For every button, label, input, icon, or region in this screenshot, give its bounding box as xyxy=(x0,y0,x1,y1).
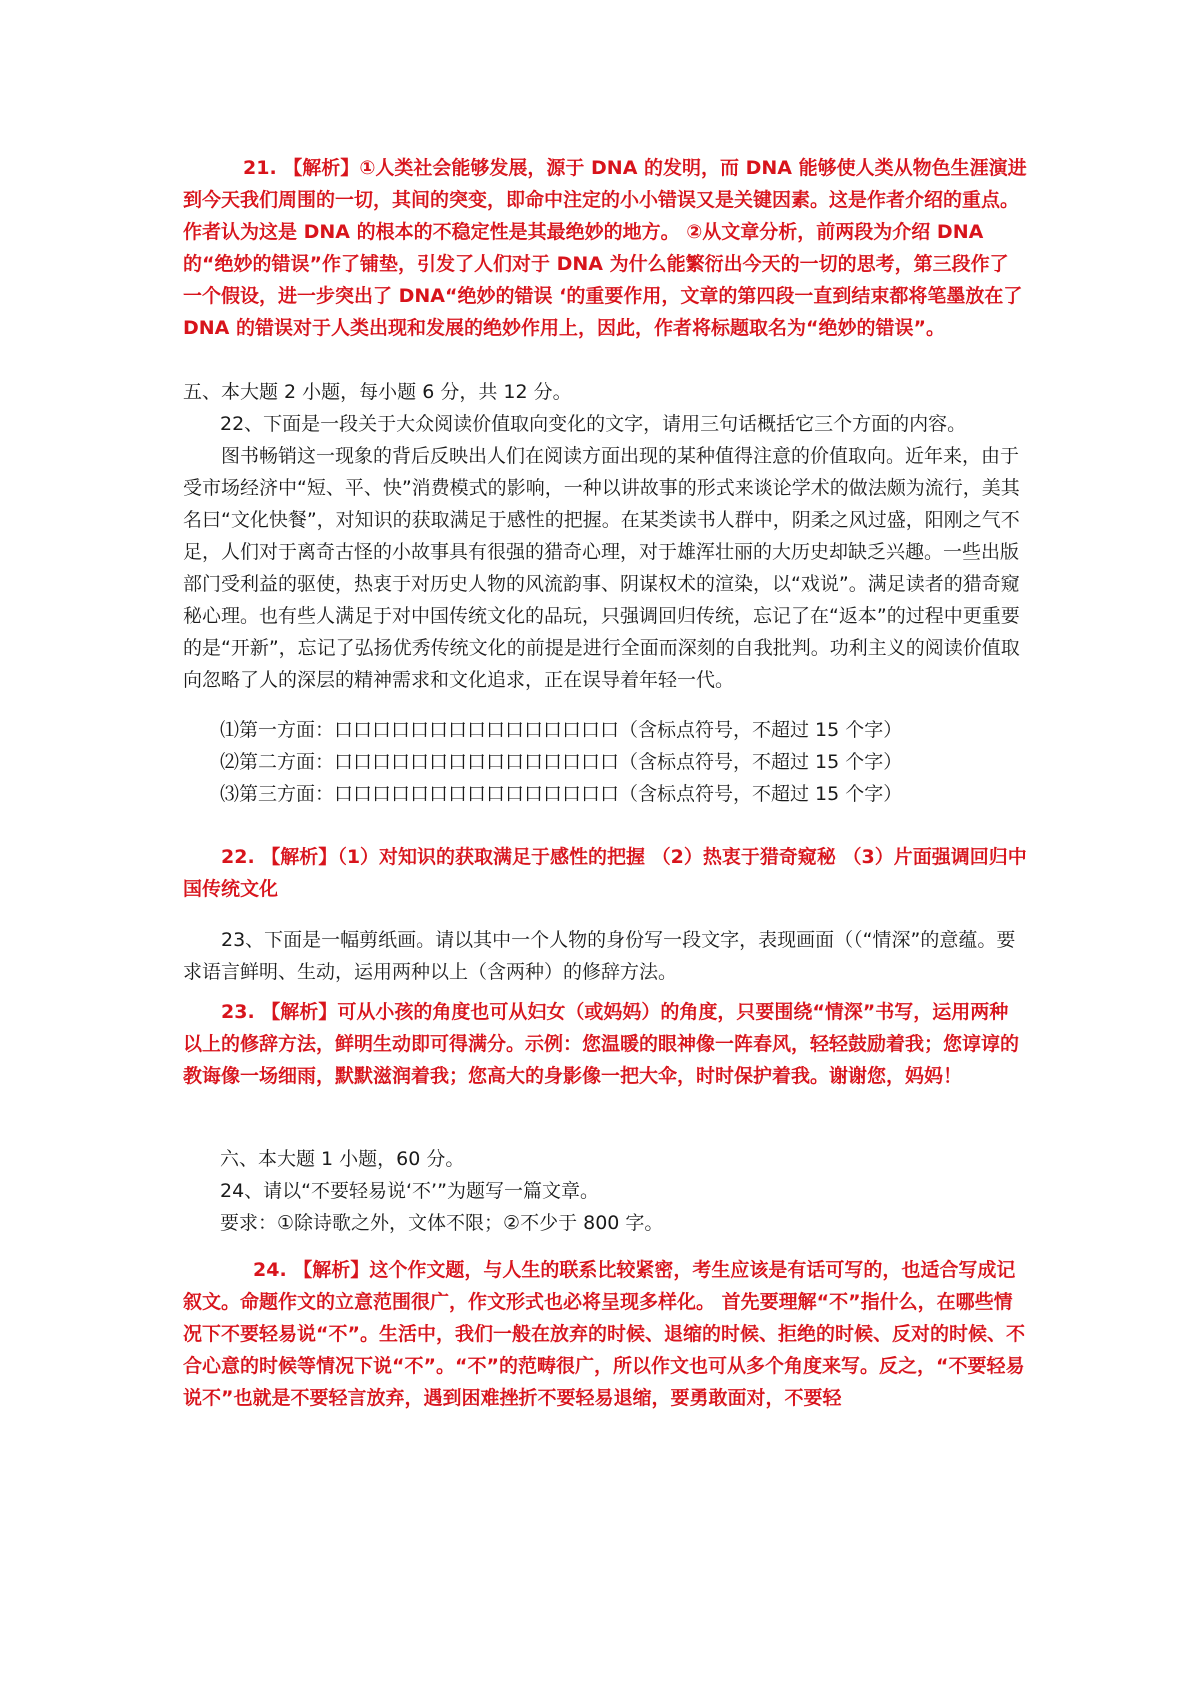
q24-prompt: 24、请以“不要轻易说‘不’”为题写一篇文章。 xyxy=(220,1180,599,1202)
q21-answer-tag: 【解析】 xyxy=(283,157,360,179)
q24-answer xyxy=(183,1254,1027,1414)
q22-item-1: ⑴第一方面：口口口口口口口口口口口口口口口（含标点符号，不超过 15 个字） xyxy=(220,719,903,741)
q24-answer-number: 24. xyxy=(253,1259,287,1281)
q21-answer xyxy=(183,152,1027,344)
q23-answer-text: 可从小孩的角度也可从妇女（或妈妈）的角度，只要围绕“情深”书写，运用两种以上的修辞方法，鲜明生动即可得满分。示例：您温暖的眼神像一阵春风，轻轻鼓励着我；您谆谆的教诲像一场细雨，默默滋润着我；您高大的身影像一把大伞，时时保护着我。谢谢您，妈妈！ xyxy=(183,1001,1020,1087)
q23-answer xyxy=(183,996,1027,1092)
q24-requirement: 要求：①除诗歌之外，文体不限；②不少于 800 字。 xyxy=(220,1212,664,1234)
q22-item-3: ⑶第三方面：口口口口口口口口口口口口口口口（含标点符号，不超过 15 个字） xyxy=(220,783,903,805)
q22-answer xyxy=(183,841,1027,905)
q24-answer-text: 这个作文题，与人生的联系比较紧密，考生应该是有话可写的，也适合写成记叙文。命题作文的立意范围很广，作文形式也必将呈现多样化。 首先要理解“不”指什么，在哪些情况下不要轻易说“不”。生活中，我们一般在放弃的时候、退缩的时候、拒绝的时候、反对的时候、不合心意的时候等情况下说“不”。“不”的范畴很广，所以作文也可从多个角度来写。反之，“不要轻易说不”也就是不要轻言放弃，遇到困难挫折不要轻易退缩，要勇敢面对，不要轻 xyxy=(183,1259,1025,1409)
q22-answer-tag: 【解析】 xyxy=(261,846,338,868)
section5-heading: 五、本大题 2 小题，每小题 6 分，共 12 分。 xyxy=(183,381,572,403)
q23-prompt: 23、下面是一幅剪纸画。请以其中一个人物的身份写一段文字，表现画面（（“情深”的意蕴。要求语言鲜明、生动，运用两种以上（含两种）的修辞方法。 xyxy=(183,929,1016,983)
q22-passage: 图书畅销这一现象的背后反映出人们在阅读方面出现的某种值得注意的价值取向。近年来，由于受市场经济中“短、平、快”消费模式的影响，一种以讲故事的形式来谈论学术的做法颇为流行，美其名曰“文化快餐”，对知识的获取满足于感性的把握。在某类读书人群中，阴柔之风过盛，阳刚之气不足，人们对于离奇古怪的小故事具有很强的猎奇心理，对于雄浑壮丽的大历史却缺乏兴趣。一些出版部门受利益的驱使，热衷于对历史人物的风流韵事、阴谋权术的渲染，以“戏说”。满足读者的猎奇窥秘心理。也有些人满足于对中国传统文化的品玩，只强调回归传统，忘记了在“返本”的过程中更重要的是“开新”，忘记了弘扬优秀传统文化的前提是进行全面而深刻的自我批判。功利主义的阅读价值取向忽略了人的深层的精神需求和文化追求，正在误导着年轻一代。 xyxy=(183,445,1020,691)
q23-answer-tag: 【解析】 xyxy=(261,1001,338,1023)
q21-answer-text: ①人类社会能够发展，源于 DNA 的发明，而 DNA 能够使人类从物色生涯演进到今天我们周围的一切，其间的突变，即命中注定的小小错误又是关键因素。这是作者介绍的重点。作者认为这是 DNA 的根本的不稳定性是其最绝妙的地方。 ②从文章分析，前两段为介绍 DNA 的“绝妙的错误”作了铺垫，引发了人们对于 DNA 为什么能繁衍出今天的一切的思考，第三段作了一个假设，进一步突出了 DNA“绝妙的错误 ‘的重要作用，文章的第四段一直到结束都将笔墨放在了 DNA 的错误对于人类出现和发展的绝妙作用上，因此，作者将标题取名为“绝妙的错误”。 xyxy=(183,157,1027,339)
q22-item-2: ⑵第二方面：口口口口口口口口口口口口口口口（含标点符号，不超过 15 个字） xyxy=(220,751,903,773)
q24-answer-tag: 【解析】 xyxy=(293,1259,370,1281)
q22-answer-number: 22. xyxy=(221,846,255,868)
q21-answer-number: 21. xyxy=(243,157,277,179)
section6-heading: 六、本大题 1 小题，60 分。 xyxy=(220,1148,465,1170)
q22-prompt: 22、下面是一段关于大众阅读价值取向变化的文字，请用三句话概括它三个方面的内容。 xyxy=(220,413,967,435)
q23-answer-number: 23. xyxy=(221,1001,255,1023)
q22-answer-text: （1）对知识的获取满足于感性的把握 （2）热衷于猎奇窥秘 （3）片面强调回归中国传统文化 xyxy=(183,846,1027,900)
